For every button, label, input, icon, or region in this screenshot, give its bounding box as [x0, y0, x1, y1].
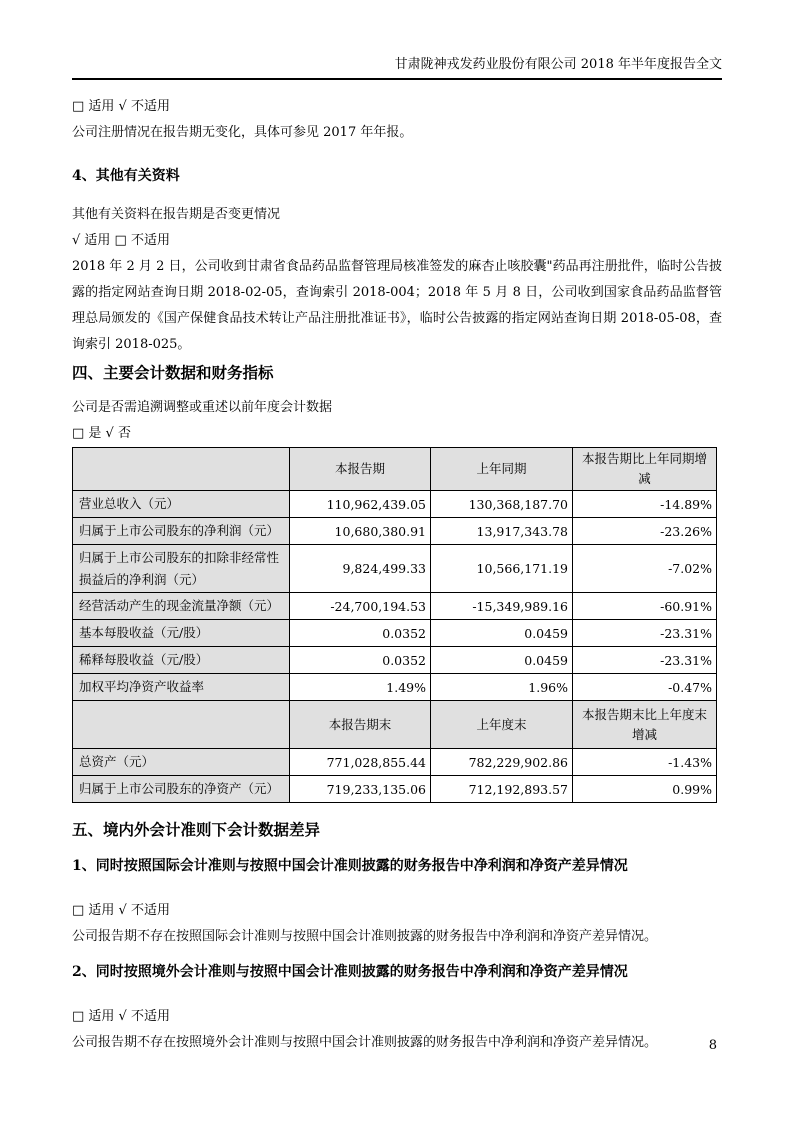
financial-indicators-table [72, 447, 717, 803]
section4-applicability: √ 适用 □ 不适用 [72, 233, 170, 248]
registration-note: 公司注册情况在报告期无变化，具体可参见 2017 年年报。 [72, 125, 413, 140]
section4-title: 4、其他有关资料 [72, 168, 180, 184]
table-header-row-period-end [73, 701, 717, 749]
table-row [73, 620, 717, 647]
col-header-blank [73, 701, 290, 749]
table-row [73, 491, 717, 518]
value-prior: 0.0459 [431, 647, 573, 674]
row-label: 经营活动产生的现金流量净额（元） [73, 593, 290, 620]
value-change: -23.26% [573, 518, 717, 545]
value-change: -14.89% [573, 491, 717, 518]
value-change: -23.31% [573, 620, 717, 647]
value-current: 9,824,499.33 [290, 545, 431, 593]
row-label: 归属于上市公司股东的净利润（元） [73, 518, 290, 545]
value-current: 1.49% [290, 674, 431, 701]
col-header-prior-period: 上年同期 [431, 448, 573, 491]
value-change: -1.43% [573, 749, 717, 776]
restate-question: 公司是否需追溯调整或重述以前年度会计数据 [72, 400, 333, 415]
table-header-row-period [73, 448, 717, 491]
row-label: 营业总收入（元） [73, 491, 290, 518]
table-row [73, 776, 717, 803]
row-label: 归属于上市公司股东的扣除非经常性损益后的净利润（元） [73, 545, 290, 593]
value-current: 110,962,439.05 [290, 491, 431, 518]
table-row [73, 674, 717, 701]
value-current: 10,680,380.91 [290, 518, 431, 545]
page-number: 8 [708, 1038, 717, 1053]
value-current: 0.0352 [290, 647, 431, 674]
table-row [73, 545, 717, 593]
col-header-current-period-end: 本报告期末 [290, 701, 431, 749]
table-row [73, 647, 717, 674]
row-label: 稀释每股收益（元/股） [73, 647, 290, 674]
value-prior: 712,192,893.57 [431, 776, 573, 803]
section5-title: 五、境内外会计准则下会计数据差异 [72, 820, 321, 839]
col-header-current-period: 本报告期 [290, 448, 431, 491]
main-indicators-title: 四、主要会计数据和财务指标 [72, 363, 274, 382]
intl-diff-title: 1、同时按照国际会计准则与按照中国会计准则披露的财务报告中净利润和净资产差异情况 [72, 858, 628, 874]
foreign-diff-title: 2、同时按照境外会计准则与按照中国会计准则披露的财务报告中净利润和净资产差异情况 [72, 964, 628, 980]
value-current: 771,028,855.44 [290, 749, 431, 776]
col-header-period-end-change: 本报告期末比上年度末增减 [573, 701, 717, 749]
value-prior: 130,368,187.70 [431, 491, 573, 518]
value-prior: 782,229,902.86 [431, 749, 573, 776]
intl-diff-applicability: □ 适用 √ 不适用 [72, 903, 170, 918]
intl-diff-paragraph: 公司报告期不存在按照国际会计准则与按照中国会计准则披露的财务报告中净利润和净资产差异情况。 [72, 929, 658, 944]
row-label: 基本每股收益（元/股） [73, 620, 290, 647]
value-change: -60.91% [573, 593, 717, 620]
value-prior: -15,349,989.16 [431, 593, 573, 620]
col-header-change: 本报告期比上年同期增减 [573, 448, 717, 491]
document-header [72, 0, 722, 80]
col-header-blank [73, 448, 290, 491]
document-header-title: 甘肃陇神戎发药业股份有限公司 2018 年半年度报告全文 [394, 57, 722, 72]
value-prior: 1.96% [431, 674, 573, 701]
foreign-diff-paragraph: 公司报告期不存在按照境外会计准则与按照中国会计准则披露的财务报告中净利润和净资产差异情况。 [72, 1035, 658, 1050]
foreign-diff-applicability: □ 适用 √ 不适用 [72, 1009, 170, 1024]
value-change: -0.47% [573, 674, 717, 701]
registration-applicability: □ 适用 √ 不适用 [72, 99, 170, 114]
table-row [73, 593, 717, 620]
value-prior: 0.0459 [431, 620, 573, 647]
row-label: 总资产（元） [73, 749, 290, 776]
row-label: 归属于上市公司股东的净资产（元） [73, 776, 290, 803]
table-row [73, 749, 717, 776]
row-label: 加权平均净资产收益率 [73, 674, 290, 701]
section4-question: 其他有关资料在报告期是否变更情况 [72, 207, 281, 222]
value-current: -24,700,194.53 [290, 593, 431, 620]
value-change: -23.31% [573, 647, 717, 674]
value-prior: 10,566,171.19 [431, 545, 573, 593]
value-change: 0.99% [573, 776, 717, 803]
col-header-prior-year-end: 上年度末 [431, 701, 573, 749]
value-change: -7.02% [573, 545, 717, 593]
section4-paragraph: 2018 年 2 月 2 日，公司收到甘肃省食品药品监督管理局核准签发的麻杏止咳胶囊"药品再注册批件，临时公告披露的指定网站查询日期 2018-02-05，查询索引 2018-004；2018 年 5 月 8 日，公司收到国家食品药品监督管理总局颁发的《国产保健食品技术转让产品注册批准证书》，临时公告披露的指定网站查询日期 2018-05-08，查询索引 2018-025。 [72, 259, 722, 352]
table-row [73, 518, 717, 545]
page-content [72, 0, 722, 1056]
value-current: 719,233,135.06 [290, 776, 431, 803]
value-prior: 13,917,343.78 [431, 518, 573, 545]
restate-applicability: □ 是 √ 否 [72, 426, 131, 441]
value-current: 0.0352 [290, 620, 431, 647]
